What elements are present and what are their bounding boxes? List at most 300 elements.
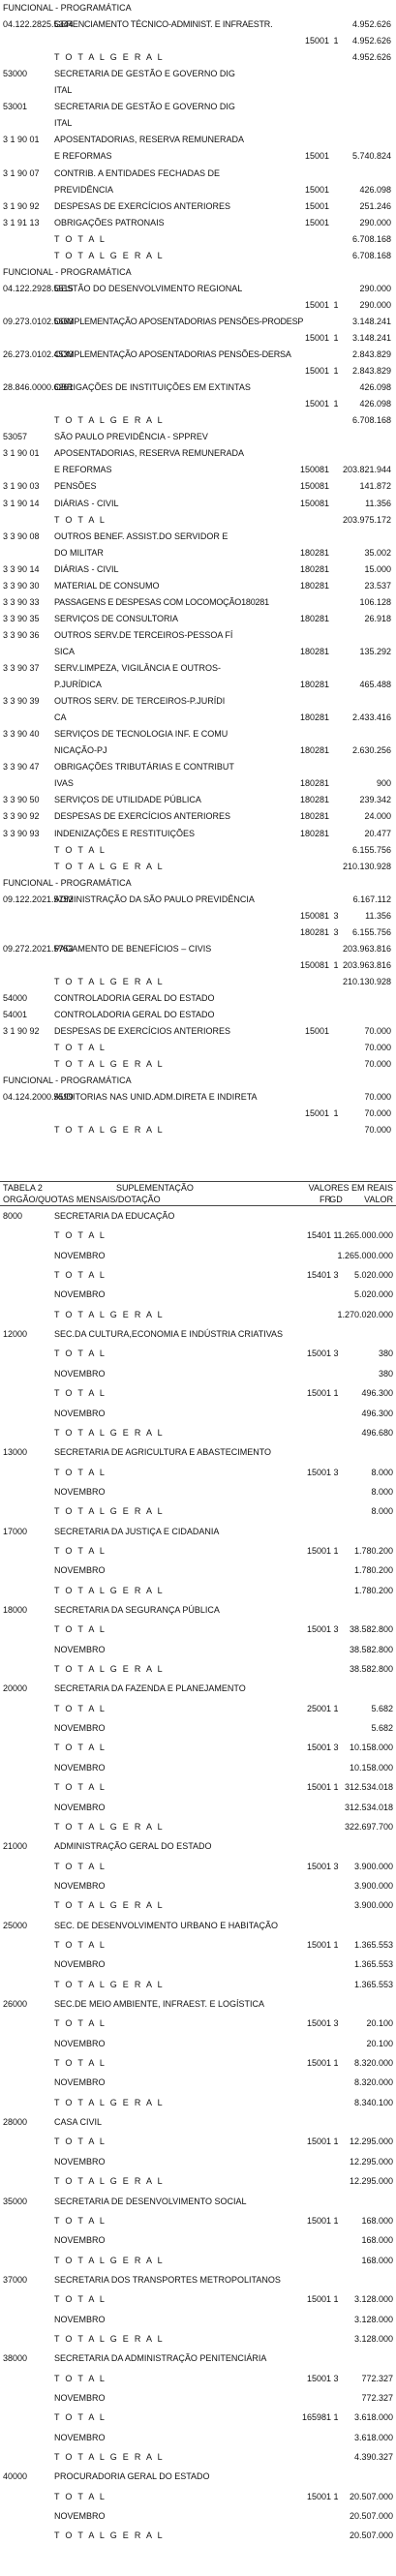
- amount-value: 6.708.168: [351, 415, 391, 426]
- amount-value: 70.000: [364, 1108, 391, 1119]
- amount-value: 12.295.000: [349, 2176, 393, 2187]
- expense-group: 1: [333, 299, 339, 310]
- column-header-valor: VALOR: [364, 1195, 393, 1204]
- row-description: APOSENTADORIAS, RESERVA REMUNERADA: [54, 448, 245, 459]
- table-row: [0, 910, 396, 922]
- row-description: T O T A L: [54, 1043, 107, 1053]
- table-row: [0, 2470, 396, 2482]
- source-code: 180281: [299, 745, 329, 756]
- amount-value: 3.148.241: [351, 316, 391, 326]
- row-description: T O T A L G E R A L: [54, 1979, 165, 1989]
- row-description: CONTROLADORIA GERAL DO ESTADO: [54, 1010, 215, 1020]
- amount-value: 496.300: [361, 1408, 393, 1418]
- row-description: SERVIÇOS DE CONSULTORIA: [54, 613, 179, 623]
- amount-value: 3.900.000: [353, 1900, 393, 1911]
- header-rule-bottom: [0, 1205, 396, 1206]
- amount-value: 290.000: [359, 283, 391, 293]
- row-description: T O T A L: [54, 2412, 107, 2423]
- table-row: [0, 250, 396, 261]
- table-row: [0, 1467, 396, 1478]
- table-row: [0, 926, 396, 938]
- row-description: T O T A L: [54, 514, 107, 525]
- table-row: [0, 646, 396, 657]
- row-description: NOVEMBRO: [54, 1250, 106, 1260]
- table-row: [0, 1229, 396, 1241]
- table-row: [0, 414, 396, 426]
- account-code: 17000: [3, 1526, 28, 1536]
- amount-value: 203.975.172: [342, 514, 391, 525]
- amount-value: 3.618.000: [353, 2412, 393, 2423]
- row-description: NOVEMBRO: [54, 2393, 106, 2403]
- amount-value: 38.582.800: [349, 1644, 393, 1654]
- table-row: [0, 2196, 396, 2207]
- amount-value: 8.320.000: [353, 2077, 393, 2088]
- table-row: [0, 84, 396, 96]
- section-heading-row: [0, 1075, 396, 1086]
- row-description: COMPLEMENTAÇÃO APOSENTADORIAS PENSÕES-DERSA: [54, 349, 291, 360]
- row-description: T O T A L: [54, 2137, 107, 2147]
- table-row: [0, 679, 396, 690]
- section-heading: FUNCIONAL - PROGRAMÁTICA: [3, 1076, 132, 1086]
- expense-group: 1: [333, 1939, 339, 1950]
- row-description: E REFORMAS: [54, 151, 112, 162]
- table-row: [0, 1979, 396, 1990]
- table-row: [0, 777, 396, 789]
- table-row: [0, 1762, 396, 1773]
- source-code: 165981: [301, 2412, 331, 2423]
- table-row: [0, 480, 396, 492]
- table-row: [0, 1545, 396, 1557]
- source-code: 150081: [299, 959, 329, 970]
- amount-value: 2.433.416: [351, 712, 391, 723]
- row-description: NOVEMBRO: [54, 1802, 106, 1812]
- table-row: [0, 2038, 396, 2049]
- amount-value: 6.708.168: [351, 250, 391, 260]
- source-code: 25001: [306, 1703, 331, 1713]
- table-row: [0, 1742, 396, 1753]
- source-code: 180281: [299, 680, 329, 690]
- amount-value: 70.000: [364, 1026, 391, 1037]
- account-code: 3 3 90 40: [3, 729, 40, 740]
- account-code: 3 1 91 13: [3, 217, 40, 227]
- expense-group: 3: [333, 1467, 339, 1477]
- account-code: 53057: [3, 432, 28, 442]
- table-row: [0, 894, 396, 905]
- expense-group: 1: [333, 2412, 339, 2423]
- row-description: T O T A L: [54, 2058, 107, 2069]
- table-row: [0, 68, 396, 79]
- amount-value: 168.000: [361, 2255, 393, 2265]
- amount-value: 900: [376, 778, 391, 789]
- row-description: CASA CIVIL: [54, 2117, 103, 2128]
- account-code: 54000: [3, 993, 28, 1003]
- table-row: [0, 498, 396, 509]
- table-row: [0, 2255, 396, 2266]
- row-description: SECRETARIA DE GESTÃO E GOVERNO DIG: [54, 102, 235, 112]
- source-code: 15001: [306, 2018, 331, 2029]
- table-row: [0, 1939, 396, 1951]
- source-code: 15001: [306, 2491, 331, 2501]
- account-code: 04.122.2928.5515: [3, 283, 74, 293]
- table-row: [0, 349, 396, 360]
- table-row: [0, 1328, 396, 1340]
- source-code: 150081: [299, 465, 329, 475]
- amount-value: 168.000: [361, 2235, 393, 2246]
- table-row: [0, 1585, 396, 1596]
- row-description: PENSÕES: [54, 481, 97, 492]
- table-row: [0, 1309, 396, 1320]
- row-description: SECRETARIA DA JUSTIÇA E CIDADANIA: [54, 1526, 220, 1536]
- account-code: 3 3 90 30: [3, 580, 40, 591]
- row-description: T O T A L: [54, 2018, 107, 2029]
- table-row: [0, 1920, 396, 1931]
- amount-value: 6.167.112: [352, 894, 391, 904]
- account-code: 3 3 90 92: [3, 811, 40, 822]
- row-description: NOVEMBRO: [54, 1644, 106, 1654]
- amount-value: 1.265.000.000: [337, 1250, 393, 1260]
- row-description: T O T A L: [54, 1545, 107, 1556]
- row-description: T O T A L G E R A L: [54, 1427, 165, 1438]
- expense-group: 1: [333, 366, 339, 377]
- table-row: [0, 580, 396, 591]
- amount-value: 20.477: [364, 828, 391, 838]
- column-header-fr: FR: [320, 1195, 331, 1204]
- account-code: 04.124.2000.5599: [3, 1092, 74, 1103]
- amount-value: 6.708.168: [351, 233, 391, 244]
- table-row: [0, 2352, 396, 2364]
- amount-value: 2.843.829: [351, 349, 391, 360]
- source-code: 15001: [304, 1108, 329, 1119]
- amount-value: 1.265.000.000: [337, 1230, 393, 1241]
- table-row: [0, 1058, 396, 1070]
- source-code: 15001: [306, 2373, 331, 2383]
- row-description: SERV.LIMPEZA, VIGILÂNCIA E OUTROS-: [54, 663, 222, 673]
- amount-value: 70.000: [364, 1059, 391, 1070]
- currency-note: VALORES EM REAIS: [308, 1183, 393, 1193]
- amount-value: 12.295.000: [349, 2156, 393, 2167]
- section-heading-row: [0, 2, 396, 14]
- account-code: 04.122.2825.5344: [3, 19, 74, 30]
- row-description: CONTRIB. A ENTIDADES FECHADAS DE: [54, 167, 221, 178]
- account-code: 18000: [3, 1605, 28, 1615]
- source-code: 15001: [304, 399, 329, 409]
- amount-value: 239.342: [359, 795, 391, 805]
- row-description: PREVIDÊNCIA: [54, 184, 114, 195]
- table-row: [0, 1446, 396, 1458]
- source-code: 15001: [304, 151, 329, 162]
- source-code: 150081: [299, 481, 329, 492]
- row-description: T O T A L G E R A L: [54, 2333, 165, 2344]
- row-description: SECRETARIA DA FAZENDA E PLANEJAMENTO: [54, 1683, 246, 1694]
- table-row: [0, 1348, 396, 1359]
- row-description: ADMINISTRAÇÃO GERAL DO ESTADO: [54, 1841, 212, 1852]
- amount-value: 8.340.100: [353, 2097, 393, 2107]
- amount-value: 1.780.200: [353, 1565, 393, 1576]
- account-code: 3 3 90 14: [3, 563, 40, 574]
- table-row: [0, 1124, 396, 1136]
- table-row: [0, 35, 396, 46]
- table-row: [0, 1042, 396, 1053]
- amount-value: 11.356: [365, 498, 391, 508]
- expense-group: 1: [333, 1782, 339, 1793]
- row-description: DIÁRIAS - CIVIL: [54, 563, 119, 574]
- table-row: [0, 563, 396, 575]
- amount-value: 5.740.824: [351, 151, 391, 162]
- amount-value: 5.682: [371, 1703, 393, 1713]
- amount-value: 496.680: [361, 1427, 393, 1438]
- table-row: [0, 283, 396, 294]
- source-code: 15001: [306, 2215, 331, 2226]
- account-code: 3 3 90 93: [3, 828, 40, 838]
- row-description: T O T A L G E R A L: [54, 976, 165, 986]
- row-description: NICAÇÃO-PJ: [54, 745, 107, 756]
- table-row: [0, 134, 396, 145]
- source-code: 180281: [299, 778, 329, 789]
- table-row: [0, 2156, 396, 2167]
- table-row: [0, 2373, 396, 2384]
- amount-value: 772.327: [361, 2393, 393, 2403]
- row-description: NOVEMBRO: [54, 2235, 106, 2246]
- amount-value: 10.158.000: [349, 1762, 393, 1773]
- amount-value: 10.158.000: [349, 1743, 393, 1753]
- table-row: [0, 943, 396, 955]
- row-description: T O T A L: [54, 1939, 107, 1950]
- amount-value: 426.098: [359, 399, 391, 409]
- table-row: [0, 2274, 396, 2286]
- table-row: [0, 1840, 396, 1852]
- row-description: NOVEMBRO: [54, 2156, 106, 2167]
- source-code: 180281: [299, 712, 329, 723]
- account-code: 26000: [3, 1999, 28, 2009]
- row-description: T O T A L: [54, 1861, 107, 1871]
- amount-value: 3.900.000: [353, 1861, 393, 1871]
- table-row: [0, 1958, 396, 1970]
- table-row: [0, 381, 396, 393]
- table-row: [0, 2076, 396, 2088]
- amount-value: 203.821.944: [342, 465, 391, 475]
- amount-value: 426.098: [359, 184, 391, 195]
- table-row: [0, 810, 396, 822]
- row-description: SECRETARIA DE GESTÃO E GOVERNO DIG: [54, 69, 235, 79]
- amount-value: 4.952.626: [351, 19, 391, 30]
- amount-value: 426.098: [359, 382, 391, 393]
- expense-group: 1: [333, 1545, 339, 1556]
- row-description: T O T A L: [54, 2294, 107, 2305]
- row-description: SÃO PAULO PREVIDÊNCIA - SPPREV: [54, 432, 208, 442]
- table-row: [0, 398, 396, 409]
- source-code: 180281: [299, 926, 329, 937]
- table-row: [0, 794, 396, 805]
- account-code: 12000: [3, 1329, 28, 1340]
- expense-group: 3: [333, 1349, 339, 1359]
- expense-group: 1: [333, 1388, 339, 1399]
- amount-value: 1.365.553: [353, 1939, 393, 1950]
- table-row: [0, 1623, 396, 1635]
- table-row: [0, 1663, 396, 1675]
- account-code: 20000: [3, 1683, 28, 1694]
- row-description: PROCURADORIA GERAL DO ESTADO: [54, 2471, 210, 2482]
- table-row: [0, 514, 396, 526]
- expense-group: 1: [333, 2294, 339, 2305]
- account-code: 40000: [3, 2471, 28, 2482]
- amount-value: 465.488: [359, 680, 391, 690]
- row-description: T O T A L G E R A L: [54, 52, 165, 63]
- amount-value: 496.300: [361, 1388, 393, 1399]
- account-code: 28.846.0000.6261: [3, 382, 74, 393]
- table-row: [0, 1644, 396, 1655]
- table-row: [0, 992, 396, 1004]
- table-row: [0, 2333, 396, 2345]
- amount-value: 20.507.000: [349, 2531, 393, 2541]
- account-code: 3 3 90 33: [3, 596, 40, 607]
- amount-value: 20.100: [366, 2018, 393, 2029]
- table-number: TABELA 2: [3, 1183, 43, 1193]
- row-description: T O T A L: [54, 1624, 107, 1635]
- section-heading: FUNCIONAL - PROGRAMÁTICA: [3, 266, 132, 277]
- table-row: [0, 2314, 396, 2325]
- row-description: OBRIGAÇÕES TRIBUTÁRIAS E CONTRIBUT: [54, 762, 234, 773]
- table-row: [0, 1387, 396, 1399]
- expense-group: 1: [333, 333, 339, 343]
- table-row: [0, 861, 396, 872]
- account-code: 13000: [3, 1447, 28, 1458]
- row-description: T O T A L G E R A L: [54, 2452, 165, 2463]
- expense-group: 3: [333, 1270, 339, 1281]
- account-code: 53001: [3, 102, 28, 112]
- amount-value: 70.000: [364, 1043, 391, 1053]
- row-description: IVAS: [54, 778, 74, 789]
- row-description: T O T A L: [54, 2373, 107, 2383]
- amount-value: 210.130.928: [342, 861, 391, 871]
- amount-value: 3.128.000: [353, 2294, 393, 2305]
- row-description: NOVEMBRO: [54, 1368, 106, 1379]
- table-row: [0, 365, 396, 377]
- source-code: 15401: [306, 1270, 331, 1281]
- table-row: [0, 2392, 396, 2404]
- table-row: [0, 1408, 396, 1419]
- account-code: 8000: [3, 1211, 23, 1221]
- row-description: T O T A L: [54, 233, 107, 244]
- source-code: 15001: [306, 1861, 331, 1871]
- row-description: T O T A L G E R A L: [54, 1506, 165, 1517]
- table-row: [0, 2136, 396, 2147]
- amount-value: 11.356: [365, 910, 391, 921]
- row-description: T O T A L: [54, 2215, 107, 2226]
- account-code: 3 1 90 01: [3, 135, 40, 145]
- row-description: CA: [54, 712, 67, 723]
- source-code: 15001: [304, 217, 329, 227]
- amount-value: 4.952.626: [351, 36, 391, 46]
- table-row: [0, 117, 396, 129]
- account-code: 09.272.2021.5753: [3, 943, 74, 954]
- source-code: 180281: [299, 563, 329, 574]
- source-code: 15001: [304, 184, 329, 195]
- table-row: [0, 2451, 396, 2463]
- table-row: [0, 828, 396, 839]
- row-description: T O T A L G E R A L: [54, 1585, 165, 1595]
- column-header-gd: GD: [329, 1195, 343, 1204]
- expense-group: 1: [333, 399, 339, 409]
- source-code: 180281: [299, 811, 329, 822]
- table-row: [0, 18, 396, 30]
- source-code: 180281: [299, 547, 329, 558]
- amount-value: 312.534.018: [344, 1802, 393, 1812]
- section-heading-row: [0, 877, 396, 889]
- source-code: 15001: [306, 1743, 331, 1753]
- amount-value: 8.320.000: [353, 2058, 393, 2069]
- row-description: T O T A L: [54, 1743, 107, 1753]
- table-row: [0, 217, 396, 228]
- section-heading: FUNCIONAL - PROGRAMÁTICA: [3, 877, 132, 888]
- row-description: DESPESAS DE EXERCÍCIOS ANTERIORES: [54, 1026, 231, 1037]
- row-description: SECRETARIA DE AGRICULTURA E ABASTECIMENTO: [54, 1447, 272, 1458]
- row-description: T O T A L G E R A L: [54, 861, 165, 871]
- amount-value: 20.507.000: [349, 2511, 393, 2522]
- table-row: [0, 2411, 396, 2423]
- account-code: 3 3 90 50: [3, 795, 40, 805]
- row-description: NOVEMBRO: [54, 2432, 106, 2442]
- table-row: [0, 332, 396, 344]
- source-code: 180281: [299, 613, 329, 623]
- table-row: [0, 596, 396, 608]
- account-code: 09.273.0102.5663: [3, 316, 74, 326]
- row-description: T O T A L: [54, 1467, 107, 1477]
- row-description: NOVEMBRO: [54, 1762, 106, 1773]
- amount-value: 135.292: [359, 646, 391, 656]
- row-description: SECRETARIA DA SEGURANÇA PÚBLICA: [54, 1605, 220, 1615]
- amount-value: 12.295.000: [349, 2137, 393, 2147]
- amount-value: 380: [378, 1368, 393, 1379]
- amount-value: 20.100: [366, 2038, 393, 2048]
- table-row: [0, 1604, 396, 1616]
- amount-value: 5.020.000: [353, 1289, 393, 1300]
- row-description: SERVIÇOS DE TECNOLOGIA INF. E COMU: [54, 729, 228, 740]
- expense-group: 1: [333, 1108, 339, 1119]
- source-code: 15001: [304, 200, 329, 211]
- amount-value: 8.000: [371, 1486, 393, 1497]
- amount-value: 290.000: [359, 217, 391, 227]
- amount-value: 6.155.756: [351, 926, 391, 937]
- table-row: [0, 530, 396, 542]
- expense-group: 1: [333, 1703, 339, 1713]
- row-description: SECRETARIA DA ADMINISTRAÇÃO PENITENCIÁRIA: [54, 2353, 267, 2364]
- table-row: [0, 1288, 396, 1300]
- source-code: 15001: [306, 2058, 331, 2069]
- table-row: [0, 662, 396, 674]
- source-code: 15001: [306, 2137, 331, 2147]
- row-description: T O T A L: [54, 1782, 107, 1793]
- source-code: 15001: [306, 1349, 331, 1359]
- amount-value: 251.246: [359, 200, 391, 211]
- row-description: NOVEMBRO: [54, 2077, 106, 2088]
- row-description: T O T A L G E R A L: [54, 250, 165, 260]
- amount-value: 5.682: [371, 1723, 393, 1734]
- amount-value: 106.128: [359, 596, 391, 607]
- row-description: SECRETARIA DE DESENVOLVIMENTO SOCIAL: [54, 2196, 247, 2206]
- table-title: SUPLEMENTAÇÃO: [116, 1183, 194, 1193]
- table-row: [0, 2215, 396, 2227]
- amount-value: 1.780.200: [353, 1545, 393, 1556]
- table-row: [0, 1564, 396, 1576]
- amount-value: 322.697.700: [344, 1821, 393, 1832]
- table-row: [0, 184, 396, 196]
- expense-group: 3: [333, 910, 339, 921]
- row-description: NOVEMBRO: [54, 1486, 106, 1497]
- row-description: T O T A L G E R A L: [54, 415, 165, 426]
- table-row: [0, 2491, 396, 2502]
- table-row: [0, 1269, 396, 1281]
- amount-value: 26.918: [364, 613, 391, 623]
